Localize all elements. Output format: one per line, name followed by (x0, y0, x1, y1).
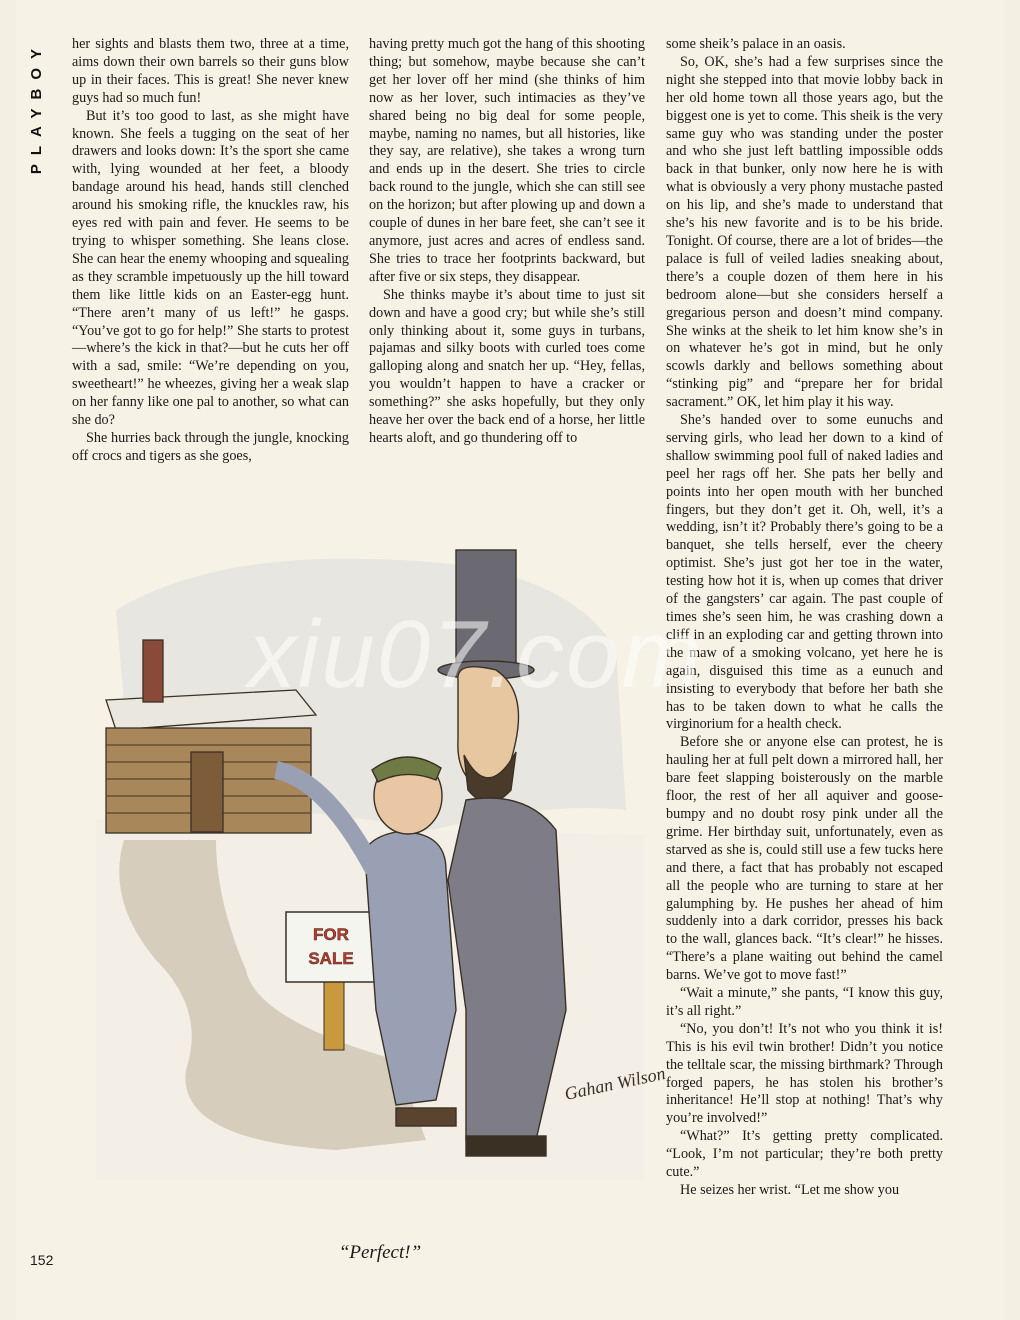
watermark: xiu07.com (248, 601, 704, 708)
masthead: PLAYBOY (28, 40, 45, 175)
artist-signature: Gahan Wilson (562, 1063, 668, 1104)
paragraph: some sheik’s palace in an oasis. (666, 36, 846, 52)
paragraph: She thinks maybe it’s about time to just sit down and have a good cry; but while she’s still only thinking about it, some guys in turbans, pajamas and silky boots with curled toes come galloping along and snatch her up. “Hey, fellas, you wouldn’t happen to have a cracker or something?” she asks hopefully, but they only heave her over the back end of a horse, her little hearts aloft, and go thundering off to (369, 286, 645, 446)
paragraph: “Wait a minute,” she pants, “I know this guy, it’s all right.” (666, 985, 943, 1019)
paragraph: her sights and blasts them two, three at a time, aims down their own barrels so their guns blow up in their faces. This is great! She never knew guys had so much fun! (72, 36, 349, 106)
text-column-3 (666, 36, 943, 1200)
paragraph: “What?” It’s getting pretty complicated. “Look, I’m not particular; they’re both pretty cute.” (666, 1128, 943, 1181)
sign-line-sale: SALE (308, 949, 354, 968)
cartoon-illustration (96, 540, 668, 1180)
paragraph: “No, you don’t! It’s not who you think it is! This is his evil twin brother! Didn’t you notice the telltale scar, the missing birthmark? Through forged papers, he has stolen his brother’s inheritance! He’ll stop at nothing! That’s why you’re involved!” (666, 1020, 943, 1127)
paragraph: He seizes her wrist. “Let me show you (680, 1182, 900, 1198)
text-column-2 (369, 36, 645, 448)
paragraph: But it’s too good to last, as she might have known. She feels a tugging on the seat of her drawers and looks down: It’s the sport she came with, lying wounded at her feet, a bloody bandage around his head, hands still clenched around his smoking rifle, the knuckles raw, his eyes red with pain and fever. He seems to be trying to whisper something. She leans close. She can hear the enemy whooping and squealing as they scramble impetuously up the hill toward them like little kids on an Easter-egg hunt. “There aren’t many of us left!” he gasps. “You’ve got to go for help!” She starts to protest—where’s the kick in that?—but he cuts her off with a sad, smile: “We’re depending on you, sweetheart!” he wheezes, giving her a weak slap on her fanny like one pal to another, so what can she do? (72, 107, 349, 429)
paragraph: having pretty much got the hang of this shooting thing; but somehow, maybe because she can’t get her lover off her mind (she thinks of him now as her lover, such intimacies as they’ve shared being no big deal for some people, maybe, naming no names, but all histories, like they say, are relative), she takes a wrong turn and ends up in the desert. She tries to circle back round to the jungle, which she can still see on the horizon; but after plowing up and down a couple of dunes in her bare feet, she can’t see it anymore, just acres and acres of endless sand. She tries to trace her footprints backward, but after five or six steps, they disappear. (369, 36, 645, 285)
paragraph: Before she or anyone else can protest, he is hauling her at full pelt down a mirrored hall, her bare feet slapping boisterously on the marble floor, the rest of her all aquiver and goose-bumpy and no doubt rosy pink under all the grime. Her birthday suit, unfortunately, even as starved as she is, could still use a few tucks here and there, a fact that has probably not escaped all the people who are turning to stare at her galumphing by. He pushes her ahead of him suddenly into a dark corridor, presses his back to the wall, glances back. “It’s clear!” he hisses. “There’s a plane waiting out behind the camel barns. We’ve got to move fast!” (666, 734, 943, 984)
paragraph: She’s handed over to some eunuchs and serving girls, who lead her down to a kind of shallow swimming pool full of naked ladies and peel her rags off her. She pats her belly and points into her open mouth with her bunched fingers, but they don’t get it. Oh, well, it’s a wedding, isn’t it? Probably there’s going to be a banquet, she tells herself, ever the cheery optimist. She’s just got her toe in the water, testing how hot it is, when up comes that driver of the gangsters’ car again. The past couple of times she’s seen him, he was crashing down a cliff in an exploding car and getting thrown into the maw of a smoking volcano, yet here he is again, disguised this time as a eunuch and insisting to everybody that before her bath she has to be taken down to what he calls the virginorium for a health check. (666, 412, 943, 733)
cartoon-caption: “Perfect!” (338, 1242, 422, 1263)
sign-line-for: FOR (313, 925, 349, 944)
paragraph: She hurries back through the jungle, knocking off crocs and tigers as she goes, (72, 429, 349, 464)
paragraph: So, OK, she’s had a few surprises since the night she stepped into that movie lobby back in her old home town all those years ago, but the biggest one is yet to come. This sheik is the very same guy who was standing under the poster and who she just left battling impossible odds back in that bunker, only now here he is with what is obviously a very phony mustache pasted on his lip, and she’s made to understand that she’s his new favorite and is to be his bride. Tonight. Of course, there are a lot of brides—the palace is full of veiled ladies sneaking about, there’s a couple dozen of them here in his bedroom alone—but she considers herself a gregarious person and doesn’t mind company. She winks at the sheik to let him know she’s in on whatever he’s got in mind, but he only scowls darkly and bellows something about “stinking pig” and “prepare her for bridal sacrament.” OK, let him play it his way. (666, 53, 943, 411)
page-number: 152 (30, 1252, 54, 1268)
text-column-1 (72, 36, 349, 466)
